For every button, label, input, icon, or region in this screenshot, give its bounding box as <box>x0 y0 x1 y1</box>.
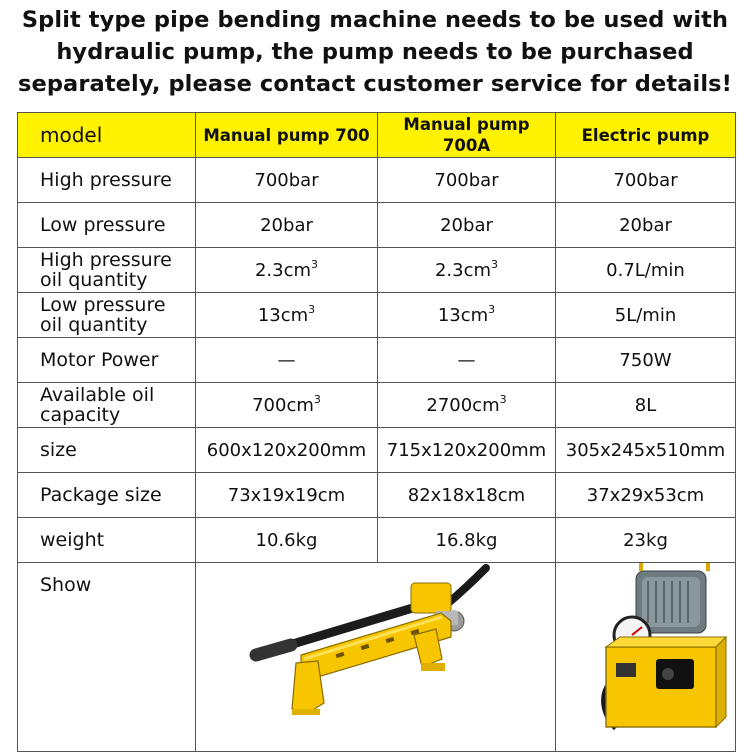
cell-value <box>378 383 556 428</box>
row-label-line-2: capacity <box>40 404 121 426</box>
superscript-3: 3 <box>308 302 316 316</box>
cell-value <box>196 383 378 428</box>
cell-value: 10.6kg <box>196 518 378 563</box>
cell-value: 305x245x510mm <box>556 428 736 473</box>
cell-value <box>378 248 556 293</box>
headline-line-3: separately, please contact customer service for details! <box>18 71 732 97</box>
table-row <box>18 473 736 518</box>
cell-value: 750W <box>556 338 736 383</box>
header-electric-pump: Electric pump <box>556 113 736 158</box>
value-text: 13cm <box>437 304 489 326</box>
cell-value: 20bar <box>196 203 378 248</box>
table-row <box>18 248 736 293</box>
cell-value: 0.7L/min <box>556 248 736 293</box>
table-row <box>18 338 736 383</box>
table-header-row <box>18 113 736 158</box>
table-row <box>18 518 736 563</box>
cell-value: 700bar <box>196 158 378 203</box>
value-text: 2.3cm <box>434 259 492 281</box>
manual-pump-image <box>196 563 554 739</box>
cell-value: 20bar <box>556 203 736 248</box>
superscript-3: 3 <box>499 392 507 406</box>
table-row <box>18 158 736 203</box>
manual-pump-image-cell <box>196 563 556 752</box>
superscript-3: 3 <box>491 257 499 271</box>
value-text: 700cm <box>252 394 314 416</box>
superscript-3: 3 <box>313 392 321 406</box>
cell-value <box>196 248 378 293</box>
row-label: size <box>18 428 196 473</box>
row-label: weight <box>18 518 196 563</box>
row-label-line-2: oil quantity <box>40 314 148 336</box>
header-label: model <box>18 113 196 158</box>
row-label <box>18 293 196 338</box>
cell-value: 16.8kg <box>378 518 556 563</box>
row-label <box>18 383 196 428</box>
row-label <box>18 248 196 293</box>
table-row <box>18 428 736 473</box>
cell-value: 5L/min <box>556 293 736 338</box>
row-label: Show <box>18 563 196 752</box>
headline <box>0 4 750 100</box>
superscript-3: 3 <box>311 257 319 271</box>
headline-line-2: hydraulic pump, the pump needs to be purchased <box>56 39 694 65</box>
cell-value: 715x120x200mm <box>378 428 556 473</box>
value-text: 13cm <box>257 304 309 326</box>
cell-value: — <box>378 338 556 383</box>
table-row <box>18 293 736 338</box>
table-row <box>18 383 736 428</box>
cell-value <box>378 293 556 338</box>
cell-value: — <box>196 338 378 383</box>
table-row-show <box>18 563 736 752</box>
cell-value: 600x120x200mm <box>196 428 378 473</box>
value-text: 2.3cm <box>254 259 312 281</box>
cell-value: 23kg <box>556 518 736 563</box>
cell-value: 8L <box>556 383 736 428</box>
electric-pump-image <box>556 563 736 739</box>
cell-value: 73x19x19cm <box>196 473 378 518</box>
cell-value: 20bar <box>378 203 556 248</box>
row-label-line-1: Available oil <box>40 384 155 406</box>
cell-value <box>196 293 378 338</box>
superscript-3: 3 <box>488 302 496 316</box>
row-label-line-2: oil quantity <box>40 269 148 291</box>
headline-line-1: Split type pipe bending machine needs to be used with <box>21 7 729 33</box>
spec-table <box>17 112 736 752</box>
cell-value: 700bar <box>556 158 736 203</box>
row-label: High pressure <box>18 158 196 203</box>
row-label-line-1: High pressure <box>40 249 172 271</box>
row-label: Package size <box>18 473 196 518</box>
header-manual-pump-700a: Manual pump 700A <box>378 113 556 158</box>
cell-value: 700bar <box>378 158 556 203</box>
row-label: Low pressure <box>18 203 196 248</box>
row-label: Motor Power <box>18 338 196 383</box>
cell-value: 37x29x53cm <box>556 473 736 518</box>
value-text: 2700cm <box>426 394 500 416</box>
cell-value: 82x18x18cm <box>378 473 556 518</box>
header-manual-pump-700: Manual pump 700 <box>196 113 378 158</box>
table-row <box>18 203 736 248</box>
row-label-line-1: Low pressure <box>40 294 166 316</box>
electric-pump-image-cell <box>556 563 736 752</box>
